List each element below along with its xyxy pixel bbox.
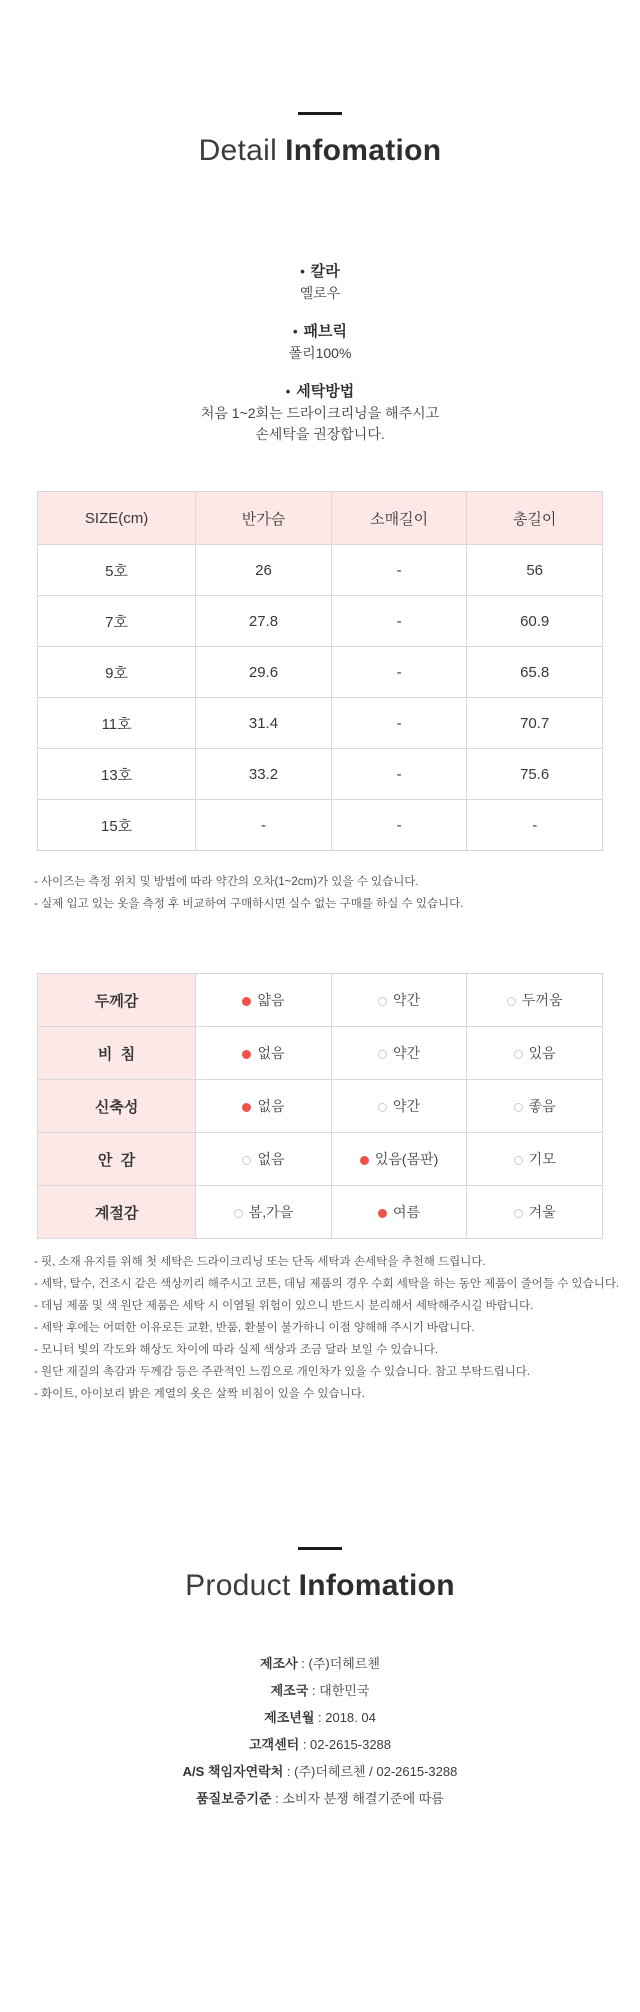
care-notes — [34, 1251, 620, 1405]
note-line: - 사이즈는 측정 위치 및 방법에 따라 약간의 오차(1~2cm)가 있을 수 있습니다. — [34, 876, 419, 888]
size-cell: 15호 — [38, 800, 196, 851]
table-row — [38, 545, 603, 596]
feature-option: 두꺼움 — [467, 974, 603, 1027]
size-cell: 31.4 — [196, 698, 332, 749]
feature-option: 여름 — [331, 1186, 467, 1239]
size-cell: - — [331, 800, 467, 851]
size-cell: 9호 — [38, 647, 196, 698]
size-table-header-row — [38, 492, 603, 545]
feature-label: 신축성 — [38, 1080, 196, 1133]
product-section — [0, 1547, 640, 1812]
attribute-label: • 칼라 — [0, 261, 640, 283]
bullet-icon: • — [300, 264, 305, 279]
radio-icon — [360, 1156, 369, 1165]
feature-option: 없음 — [196, 1027, 332, 1080]
section-divider-line — [298, 1547, 342, 1550]
product-info-line: 제조년월 : 2018. 04 — [264, 1710, 376, 1725]
detail-section-title — [0, 133, 640, 169]
attribute-label: • 세탁방법 — [0, 381, 640, 403]
radio-icon — [514, 1209, 523, 1218]
product-info-line: 품질보증기준 : 소비자 분쟁 해결기준에 따름 — [196, 1791, 444, 1806]
size-cell: - — [331, 749, 467, 800]
size-cell: 5호 — [38, 545, 196, 596]
size-cell: 70.7 — [467, 698, 603, 749]
note-line: - 핏, 소재 유지를 위해 첫 세탁은 드라이크리닝 또는 단독 세탁과 손세탁을 추천해 드립니다. — [34, 1256, 486, 1268]
radio-icon — [378, 1050, 387, 1059]
table-row — [38, 800, 603, 851]
detail-section — [0, 112, 640, 1405]
size-cell: 29.6 — [196, 647, 332, 698]
attribute-value: 옐로우 — [299, 285, 341, 301]
feature-option: 좋음 — [467, 1080, 603, 1133]
note-line: - 화이트, 아이보리 밝은 계열의 옷은 살짝 비침이 있을 수 있습니다. — [34, 1388, 366, 1400]
table-row — [38, 647, 603, 698]
size-table-header-cell: 소매길이 — [331, 492, 467, 545]
feature-label: 안 감 — [38, 1133, 196, 1186]
size-cell: - — [331, 545, 467, 596]
feature-option: 약간 — [331, 1027, 467, 1080]
product-info-line: A/S 책임자연락처 : (주)더헤르첸 / 02-2615-3288 — [182, 1764, 458, 1779]
size-cell: 56 — [467, 545, 603, 596]
radio-icon — [378, 1103, 387, 1112]
attribute-washing — [0, 381, 640, 445]
product-title-bold: Infomation — [298, 1569, 455, 1602]
table-row — [38, 596, 603, 647]
size-cell: 7호 — [38, 596, 196, 647]
size-table — [37, 491, 603, 851]
radio-icon — [242, 997, 251, 1006]
feature-option: 약간 — [331, 974, 467, 1027]
note-line: - 원단 재질의 촉감과 두께감 등은 주관적인 느낌으로 개인차가 있을 수 있습니다. 참고 부탁드립니다. — [34, 1366, 531, 1378]
note-line: - 모니터 빛의 각도와 해상도 차이에 따라 실제 색상과 조금 달라 보일 수 있습니다. — [34, 1344, 439, 1356]
feature-label: 비 침 — [38, 1027, 196, 1080]
product-attribute-list — [0, 261, 640, 445]
radio-icon — [234, 1209, 243, 1218]
size-table-header-cell: SIZE(cm) — [38, 492, 196, 545]
size-cell: 65.8 — [467, 647, 603, 698]
size-cell: - — [331, 647, 467, 698]
radio-icon — [378, 997, 387, 1006]
bullet-icon: • — [285, 384, 291, 399]
size-table-header-cell: 반가슴 — [196, 492, 332, 545]
attribute-fabric — [0, 321, 640, 364]
radio-icon — [378, 1209, 387, 1218]
attribute-color — [0, 261, 640, 304]
product-section-title — [0, 1568, 640, 1604]
attribute-value: 처음 1~2회는 드라이크리닝을 해주시고 — [200, 405, 440, 421]
product-info-line: 제조국 : 대한민국 — [270, 1683, 370, 1698]
size-cell: 26 — [196, 545, 332, 596]
size-cell: 27.8 — [196, 596, 332, 647]
radio-icon — [514, 1050, 523, 1059]
table-row — [38, 1133, 603, 1186]
feature-option: 없음 — [196, 1133, 332, 1186]
feature-option: 있음(몸판) — [331, 1133, 467, 1186]
bullet-icon: • — [292, 324, 298, 339]
note-line: - 실제 입고 있는 옷을 측정 후 비교하여 구매하시면 실수 없는 구매를 하실 수 있습니다. — [34, 898, 464, 910]
attribute-label: • 패브릭 — [0, 321, 640, 343]
table-row — [38, 749, 603, 800]
product-info-list — [0, 1650, 640, 1812]
radio-icon — [514, 1156, 523, 1165]
feature-option: 봄,가을 — [196, 1186, 332, 1239]
feature-option: 겨울 — [467, 1186, 603, 1239]
radio-icon — [242, 1103, 251, 1112]
note-line: - 세탁 후에는 어떠한 이유로든 교환, 반품, 환불이 불가하니 이점 양해해 주시기 바랍니다. — [34, 1322, 475, 1334]
size-cell: - — [331, 596, 467, 647]
table-row — [38, 698, 603, 749]
feature-option: 기모 — [467, 1133, 603, 1186]
attribute-value: 손세탁을 권장합니다. — [255, 426, 385, 442]
feature-option: 없음 — [196, 1080, 332, 1133]
feature-option: 약간 — [331, 1080, 467, 1133]
radio-icon — [242, 1156, 251, 1165]
feature-option: 있음 — [467, 1027, 603, 1080]
radio-icon — [242, 1050, 251, 1059]
fabric-feature-table — [37, 973, 603, 1239]
note-line: - 세탁, 탈수, 건조시 같은 색상끼리 해주시고 코튼, 데님 제품의 경우 수회 세탁을 하는 동안 제품이 줄어들 수 있습니다. — [34, 1278, 620, 1290]
feature-label: 계절감 — [38, 1186, 196, 1239]
size-cell: 75.6 — [467, 749, 603, 800]
product-title-light: Product — [185, 1569, 291, 1602]
section-divider-line — [298, 112, 342, 115]
size-table-notes — [34, 871, 606, 915]
radio-icon — [507, 997, 516, 1006]
table-row — [38, 1186, 603, 1239]
size-cell: - — [196, 800, 332, 851]
size-cell: - — [331, 698, 467, 749]
table-row — [38, 1080, 603, 1133]
attribute-value: 폴리100% — [288, 345, 352, 361]
product-info-line: 고객센터 : 02-2615-3288 — [248, 1737, 392, 1752]
table-row — [38, 1027, 603, 1080]
detail-title-bold: Infomation — [285, 134, 442, 167]
size-cell: 13호 — [38, 749, 196, 800]
feature-option: 얇음 — [196, 974, 332, 1027]
table-row — [38, 974, 603, 1027]
radio-icon — [514, 1103, 523, 1112]
size-table-header-cell: 총길이 — [467, 492, 603, 545]
detail-title-light: Detail — [198, 134, 278, 167]
note-line: - 데님 제품 및 색 원단 제품은 세탁 시 이염될 위험이 있으니 반드시 분리해서 세탁해주시길 바랍니다. — [34, 1300, 534, 1312]
product-info-line: 제조사 : (주)더헤르첸 — [260, 1656, 380, 1671]
size-cell: 11호 — [38, 698, 196, 749]
size-cell: 33.2 — [196, 749, 332, 800]
size-cell: - — [467, 800, 603, 851]
size-cell: 60.9 — [467, 596, 603, 647]
feature-label: 두께감 — [38, 974, 196, 1027]
